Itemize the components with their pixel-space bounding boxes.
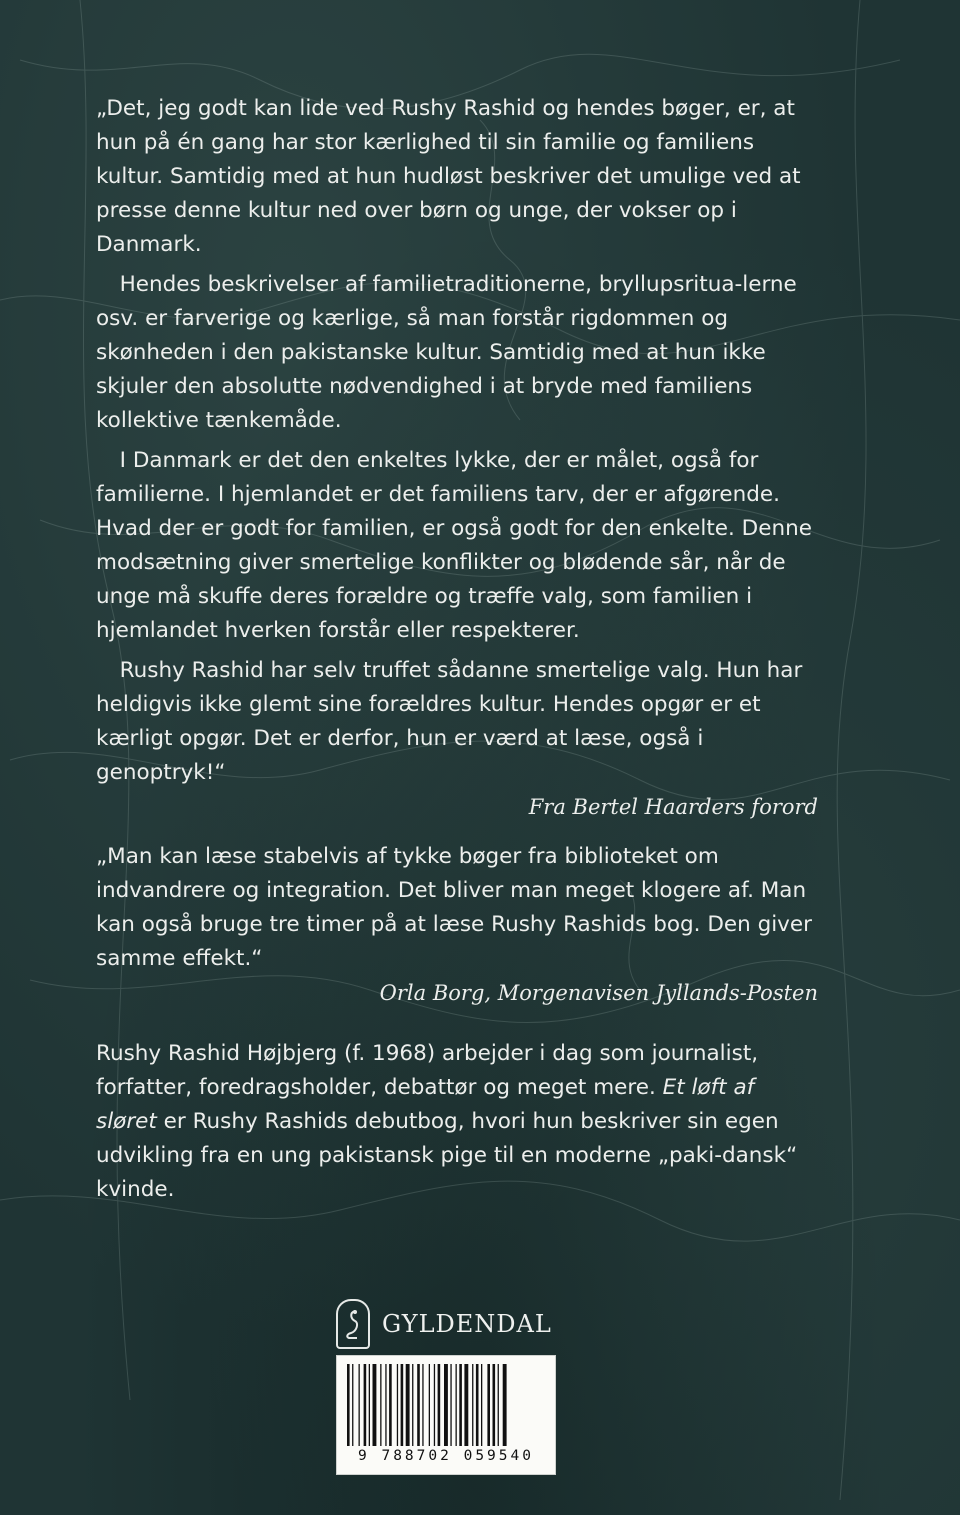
book-title: Et løft af sløret bbox=[96, 1075, 755, 1134]
barcode-bar bbox=[459, 1364, 462, 1446]
publisher-name: GYLDENDAL bbox=[382, 1310, 552, 1338]
barcode-bar bbox=[498, 1364, 499, 1446]
barcode-bar bbox=[456, 1364, 457, 1446]
quote-bertel-haarder bbox=[96, 92, 818, 824]
barcode-bar bbox=[369, 1364, 370, 1446]
barcode-bar bbox=[406, 1364, 410, 1446]
publisher-logo bbox=[336, 1296, 576, 1352]
barcode-bar bbox=[493, 1364, 496, 1446]
bio-text-start: Rushy Rashid Højbjerg (f. 1968) arbejder i dag som journalist, forfatter, foredragsholder, debattør og meget mere. bbox=[96, 1041, 759, 1100]
barcode-bar bbox=[434, 1364, 435, 1446]
isbn-number: 9 788702 059540 bbox=[358, 1448, 534, 1464]
barcode-bar bbox=[352, 1364, 353, 1446]
barcode-bar bbox=[438, 1364, 441, 1446]
barcode-bar bbox=[389, 1364, 392, 1446]
barcode-bar bbox=[373, 1364, 377, 1446]
bio-paragraph bbox=[96, 1037, 818, 1207]
barcode-bar bbox=[472, 1364, 473, 1446]
barcode-bar bbox=[450, 1364, 451, 1446]
barcode-bar bbox=[464, 1364, 468, 1446]
quote1-attribution: Fra Bertel Haarders forord bbox=[528, 795, 818, 819]
barcode-bar bbox=[422, 1364, 423, 1446]
author-bio bbox=[96, 1037, 818, 1207]
barcode-bar bbox=[476, 1364, 479, 1446]
quote2-attribution: Orla Borg, Morgenavisen Jyllands-Posten bbox=[379, 981, 818, 1005]
barcode-bar bbox=[385, 1364, 386, 1446]
isbn-barcode bbox=[336, 1355, 556, 1475]
barcode-bar bbox=[429, 1364, 430, 1446]
quote1-paragraph-2: Hendes beskrivelser af familietraditionerne, bryllupsritua-lerne osv. er farverige og kærlige, så man forstår rigdommen og skønheden i den pakistanske kultur. Samtidig med at hun ikke skjuler den absolutte nødvendighed i at bryde med familiens kollektive tænkemåde. bbox=[96, 272, 797, 433]
swan-icon bbox=[336, 1299, 370, 1349]
barcode-bar bbox=[412, 1364, 413, 1446]
barcode-bar bbox=[487, 1364, 490, 1446]
barcode-bar bbox=[364, 1364, 367, 1446]
barcode-bar bbox=[380, 1364, 381, 1446]
barcode-bar bbox=[401, 1364, 404, 1446]
barcode-bar bbox=[347, 1364, 350, 1446]
quote1-paragraph-1: „Det, jeg godt kan lide ved Rushy Rashid og hendes bøger, er, at hun på én gang har stor kærlighed til sin familie og familiens kultur. Samtidig med at hun hudløst beskriver det umulige ved at presse denne kultur ned over børn og unge, der vokser op i Danmark. bbox=[96, 96, 801, 257]
barcode-bar bbox=[481, 1364, 482, 1446]
barcode-bars bbox=[347, 1364, 545, 1446]
quote1-paragraph-3: I Danmark er det den enkeltes lykke, der er målet, også for familierne. I hjemlandet er det familiens tarv, der er afgørende. Hvad der er godt for familien, er også godt for den enkelte. Denne modsætning giver smertelige konflikter og blødende sår, når de unge må skuffe deres forældre og træffe valg, som familien i hjemlandet hverken forstår eller respekterer. bbox=[96, 448, 812, 643]
barcode-bar bbox=[417, 1364, 420, 1446]
bio-text-end: er Rushy Rashids debutbog, hvori hun beskriver sin egen udvikling fra en ung pakistansk pige til en moderne „paki-dansk“ kvinde. bbox=[96, 1109, 798, 1202]
quote2-text: „Man kan læse stabelvis af tykke bøger fra biblioteket om indvandrere og integration. Det bliver man meget klogere af. Man kan også bruge tre timer på at læse Rushy Rashids bog. Den giver samme effekt.“ bbox=[96, 844, 812, 971]
quote1-paragraph-4: Rushy Rashid har selv truffet sådanne smertelige valg. Hun har heldigvis ikke glemt sine forældres kultur. Hendes opgør er et kærligt opgør. Det er derfor, hun er værd at læse, også i genoptryk!“ bbox=[96, 658, 803, 785]
barcode-bar bbox=[503, 1364, 507, 1446]
quote-orla-borg bbox=[96, 840, 818, 1010]
barcode-bar bbox=[444, 1364, 448, 1446]
barcode-bar bbox=[397, 1364, 398, 1446]
barcode-bar bbox=[359, 1364, 360, 1446]
